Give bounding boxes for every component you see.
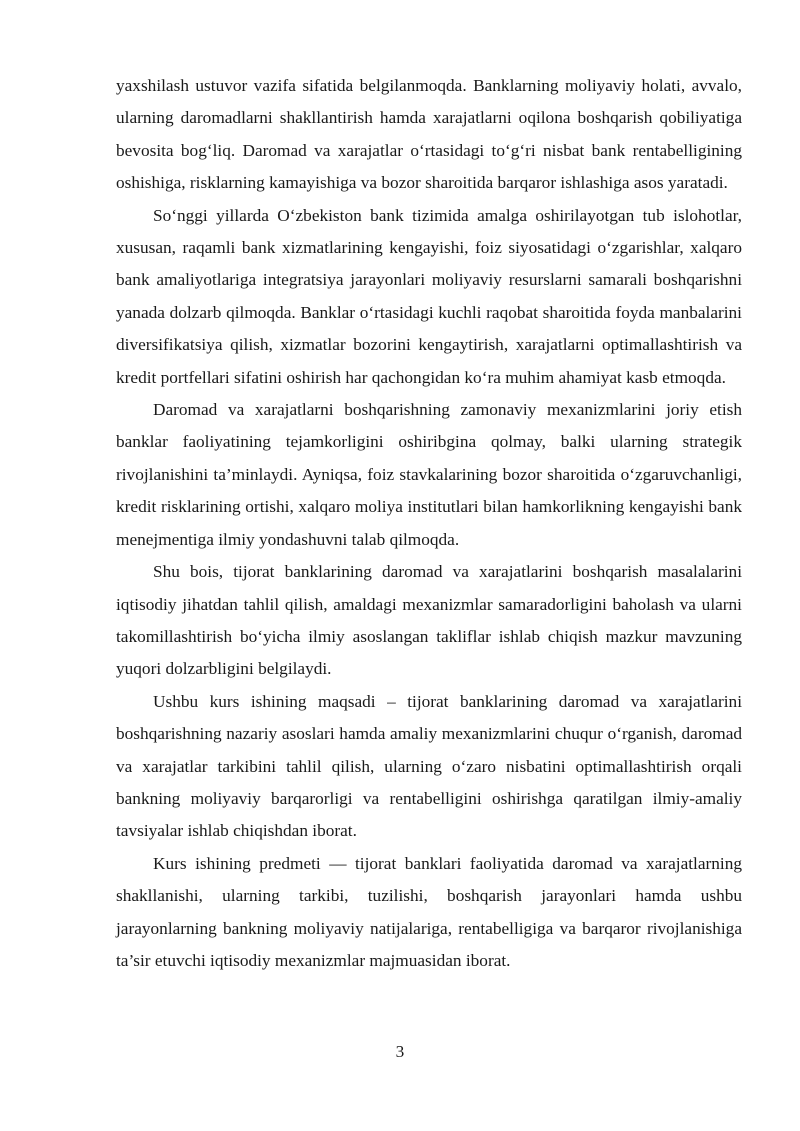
document-page	[116, 70, 742, 977]
paragraph-relevance: Shu bois, tijorat banklarining daromad va xarajatlarini boshqarish masalalarini iqtisodiy jihatdan tahlil qilish, amaldagi mexanizmlar samaradorligini baholash va ularni takomillashtirish bo‘yicha ilmiy asoslangan takliflar ishlab chiqish mazkur mavzuning yuqori dolzarbligini belgilaydi.	[116, 562, 742, 679]
paragraph-goal: Ushbu kurs ishining maqsadi – tijorat banklarining daromad va xarajatlarini boshqarishning nazariy asoslari hamda amaliy mexanizmlarini chuqur o‘rganish, daromad va xarajatlar tarkibini tahlil qilish, ularning o‘zaro nisbatini optimallashtirish orqali bankning moliyaviy barqarorligi va rentabelligini oshirishga qaratilgan ilmiy-amaliy tavsiyalar ishlab chiqishdan iborat.	[116, 691, 742, 841]
paragraph-mechanisms: Daromad va xarajatlarni boshqarishning zamonaviy mexanizmlarini joriy etish banklar faoliyatining tejamkorligini oshiribgina qolmay, balki ularning strategik rivojlanishini ta’minlaydi. Ayniqsa, foiz stavkalarining bozor sharoitida o‘zgaruvchanligi, kredit risklarining ortishi, xalqaro moliya institutlari bilan hamkorlikning kengayishi bank menejmentiga ilmiy yondashuvni talab qilmoqda.	[116, 400, 742, 549]
page-number: 3	[395, 1042, 405, 1061]
paragraph-reforms: So‘nggi yillarda O‘zbekiston bank tizimida amalga oshirilayotgan tub islohotlar, xususan, raqamli bank xizmatlarining kengayishi, foiz siyosatidagi o‘zgarishlar, xalqaro bank amaliyotlariga integratsiya jarayonlari moliyaviy resurslarni samarali boshqarishni yanada dolzarb qilmoqda. Banklar o‘rtasidagi kuchli raqobat sharoitida foyda manbalarini diversifikatsiya qilish, xizmatlar bozorini kengaytirish, xarajatlarni optimallashtirish va kredit portfellari sifatini oshirish har qachongidan ko‘ra muhim ahamiyat kasb etmoqda.	[116, 205, 742, 387]
paragraph-continuation: yaxshilash ustuvor vazifa sifatida belgilanmoqda. Banklarning moliyaviy holati, avvalo, ularning daromadlarni shakllantirish hamda xarajatlarni oqilona boshqarish qobiliyatiga bevosita bog‘liq. Daromad va xarajatlar o‘rtasidagi to‘g‘ri nisbat bank rentabelligining oshishiga, risklarning kamayishiga va bozor sharoitida barqaror ishlashiga asos yaratadi.	[116, 76, 742, 193]
paragraph-subject: Kurs ishining predmeti — tijorat banklari faoliyatida daromad va xarajatlarning shakllanishi, ularning tarkibi, tuzilishi, boshqarish jarayonlari hamda ushbu jarayonlarning bankning moliyaviy natijalariga, rentabelligiga va barqaror rivojlanishiga ta’sir etuvchi iqtisodiy mexanizmlar majmuasidan iborat.	[116, 853, 742, 970]
